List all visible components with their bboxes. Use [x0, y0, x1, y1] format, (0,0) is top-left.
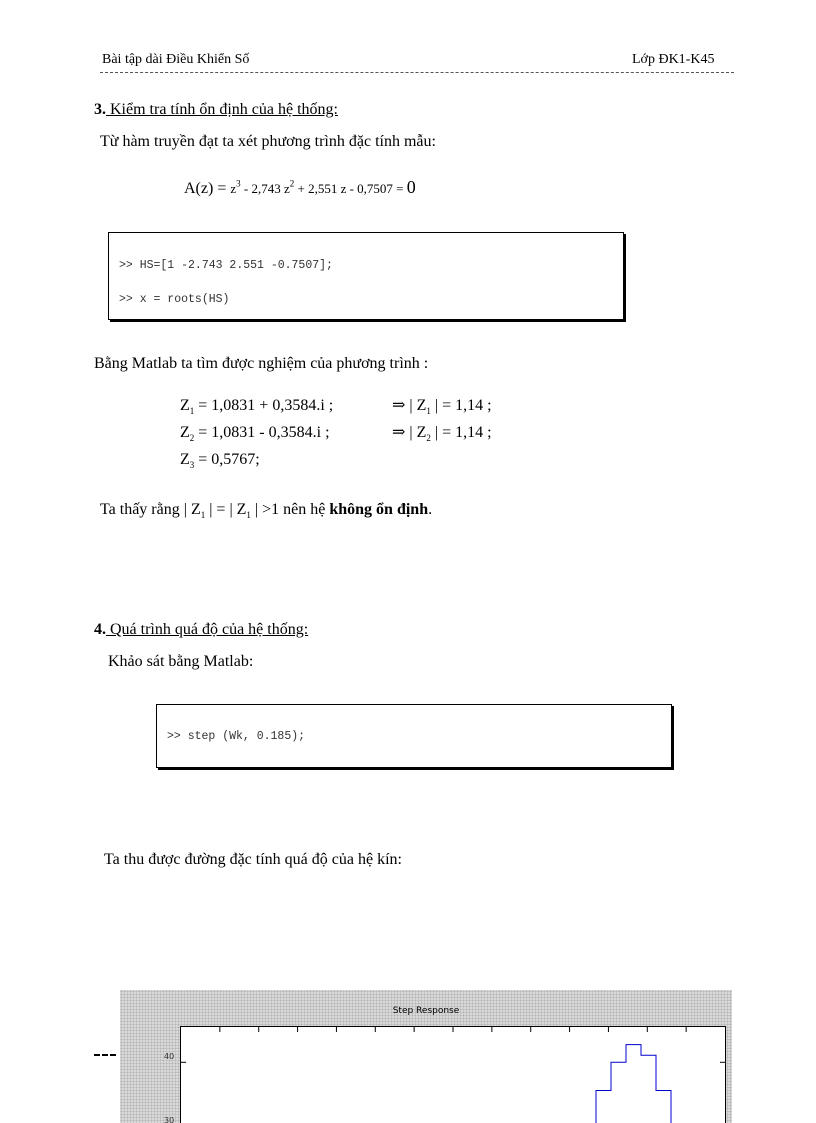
section-3-heading [94, 101, 338, 119]
root-2-name: Z [180, 424, 190, 442]
root-1-mod-value: | = 1,14 ; [430, 397, 492, 414]
step-response-figure [120, 990, 732, 1123]
eq-exp-2: 2 [289, 178, 295, 189]
root-2-mod-value: | = 1,14 ; [430, 424, 492, 442]
root-1-value: = 1,0831 + 0,3584.i ; [194, 397, 334, 414]
section-4-title: Quá trình quá độ của hệ thống: [106, 621, 309, 638]
stability-conclusion [100, 501, 432, 520]
plot-area [180, 1026, 726, 1123]
conclusion-after: | >1 nên hệ [250, 501, 330, 518]
root-2-sub: 2 [189, 433, 195, 444]
eq-term-3: + 2,551 z - 0,7507 = [294, 181, 407, 196]
code-line-1: >> HS=[1 -2.743 2.551 -0.7507]; [119, 259, 333, 272]
root-row-1 [180, 395, 492, 422]
conclusion-bold: không ổn định [329, 501, 429, 518]
root-2-mod-prefix: ⇒ | Z [392, 424, 427, 442]
header-left: Bài tập dài Điều Khiển Số [102, 52, 250, 67]
step-plot-svg [181, 1027, 725, 1123]
root-1-mod-sub: 1 [426, 406, 431, 417]
root-3-value: = 0,5767; [194, 451, 260, 469]
code-box-step [156, 704, 672, 768]
ytick-label-40: 40 [164, 1052, 175, 1061]
eq-term-2: - 2,743 z [240, 181, 290, 196]
section-4-number: 4. [94, 621, 106, 638]
roots-list [180, 395, 492, 477]
conclusion-mid: | = | Z [205, 501, 247, 518]
section-4-intro: Khảo sát bằng Matlab: [108, 653, 254, 670]
root-3-name: Z [180, 451, 190, 469]
code-box-roots [108, 232, 624, 320]
section-3-title: Kiểm tra tính ổn định của hệ thống: [106, 101, 338, 118]
root-row-2 [180, 422, 492, 449]
conclusion-end: . [428, 501, 433, 518]
root-row-3 [180, 449, 492, 476]
root-1-name: Z [180, 397, 190, 414]
root-1-sub: 1 [189, 406, 195, 417]
code-step-line: >> step (Wk, 0.185); [167, 730, 306, 743]
conclusion-sub-2: 1 [246, 510, 251, 521]
eq-term-1: z [230, 181, 237, 196]
page-cut-dash [94, 1054, 116, 1056]
root-2-value: = 1,0831 - 0,3584.i ; [194, 424, 330, 442]
section-3-number: 3. [94, 101, 106, 118]
ytick-label-30: 30 [164, 1116, 175, 1123]
characteristic-equation [184, 177, 416, 198]
conclusion-sub-1: 1 [200, 510, 206, 521]
conclusion-prefix: Ta thấy rằng | Z [100, 501, 201, 518]
root-3-sub: 3 [189, 460, 195, 471]
chart-title: Step Response [392, 1006, 460, 1016]
root-2-mod-sub: 2 [426, 433, 431, 444]
eq-exp-1: 3 [236, 178, 241, 189]
root-1-mod-prefix: ⇒ | Z [392, 397, 427, 414]
eq-rhs: 0 [406, 177, 416, 197]
matlab-text: Bằng Matlab ta tìm được nghiệm của phương trình : [94, 355, 429, 372]
code-line-2: >> x = roots(HS) [119, 293, 230, 306]
section-4-heading [94, 621, 308, 639]
result-text: Ta thu được đường đặc tính quá độ của hệ kín: [104, 851, 402, 868]
step-series-line [581, 1045, 671, 1123]
header-divider [100, 72, 734, 73]
header-right: Lớp ĐK1-K45 [632, 52, 715, 67]
section-3-intro: Từ hàm truyền đạt ta xét phương trình đặc tính mẫu: [100, 133, 436, 150]
eq-lhs: A(z) = [184, 180, 231, 197]
